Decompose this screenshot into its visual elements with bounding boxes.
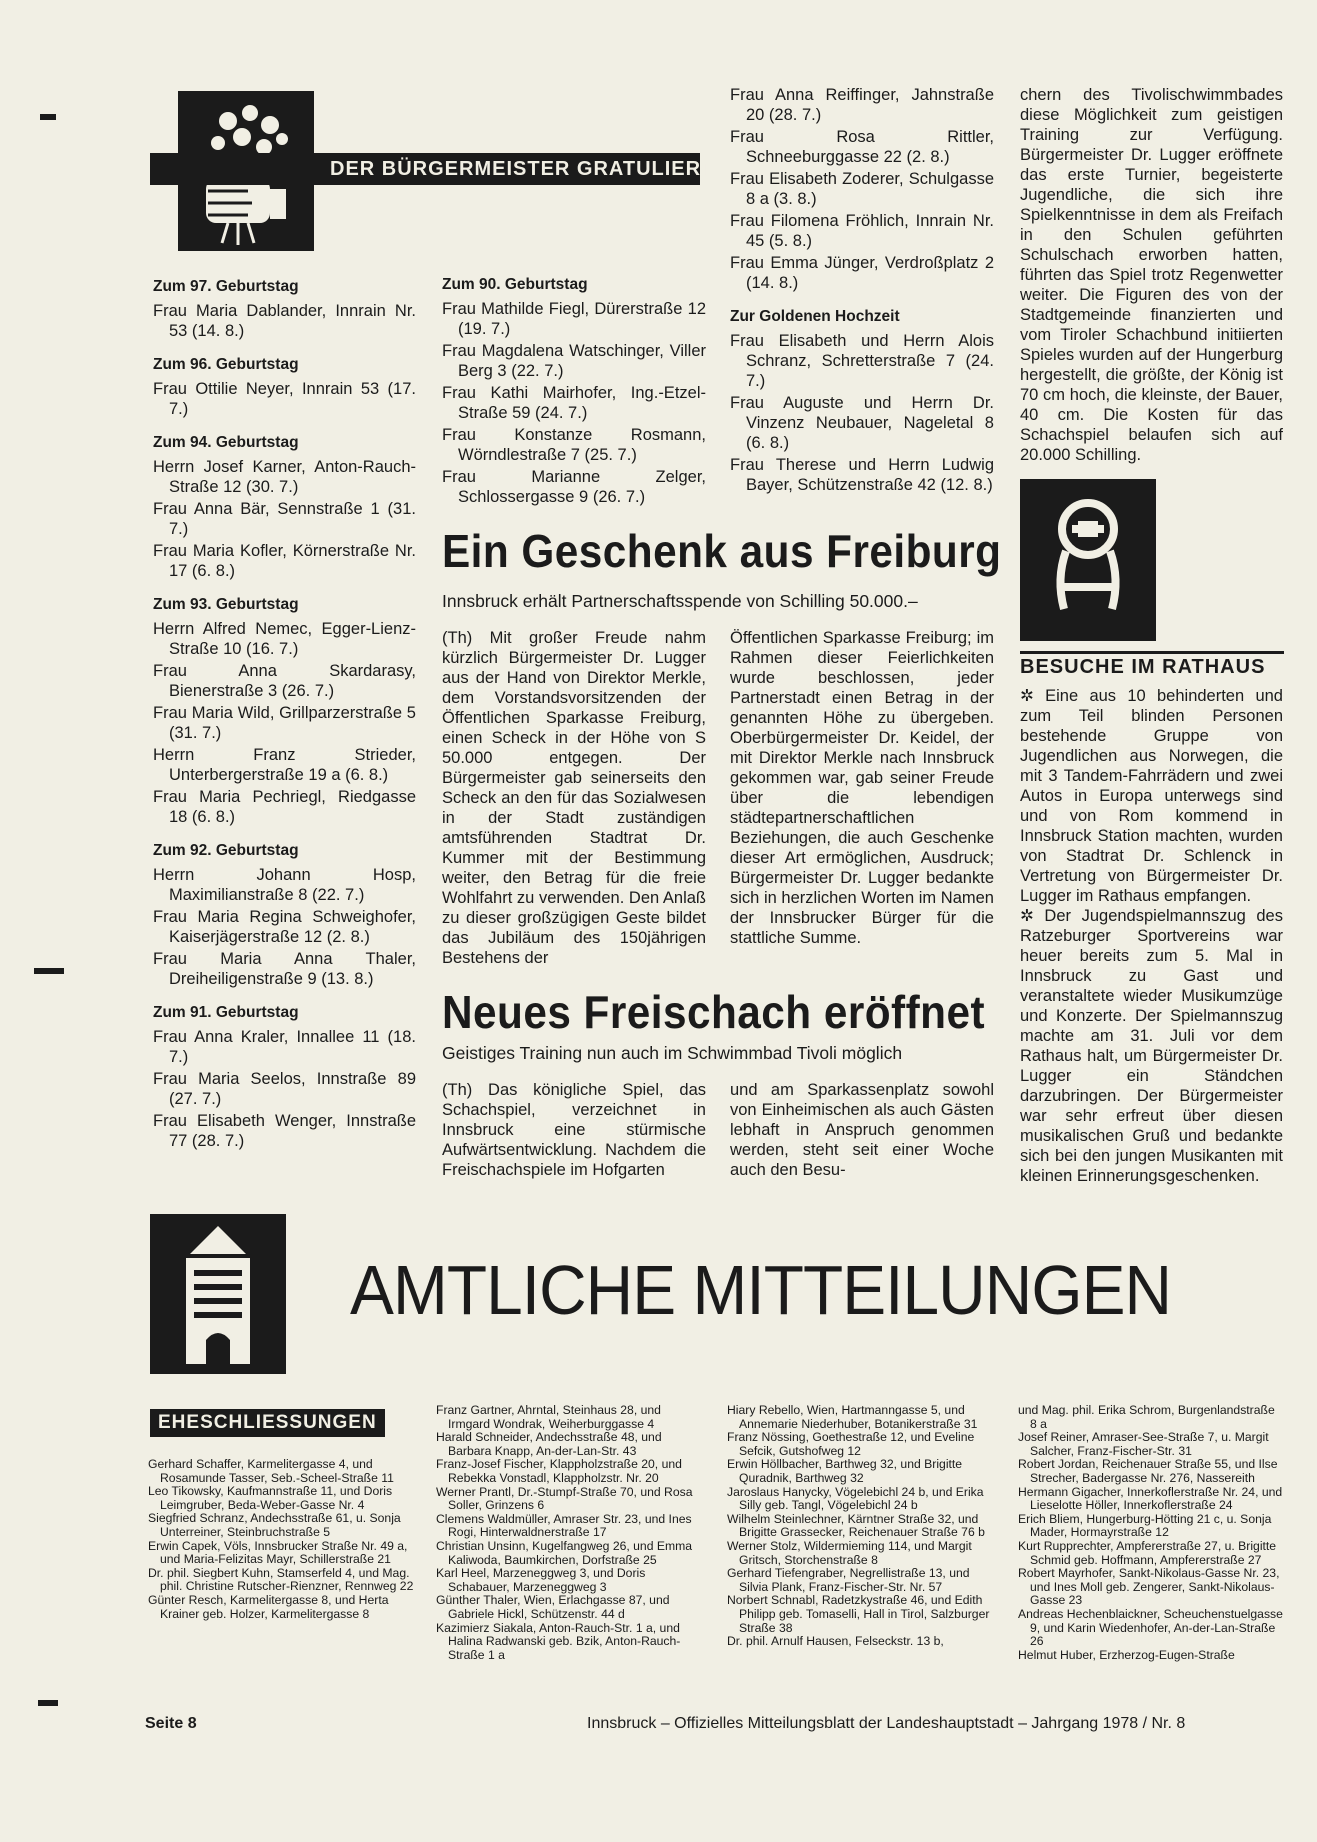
marriage-entry: Günter Resch, Karmelitergasse 8, und Herta Krainer geb. Holzer, Karmelitergasse 8: [148, 1592, 389, 1621]
marriage-entry: Kazimierz Siakala, Anton-Rauch-Str. 1 a, und Halina Radwanski geb. Bzik, Anton-Rauch-Straße 1 a: [436, 1620, 681, 1662]
marriage-entry: Hiary Rebello, Wien, Hartmanngasse 5, und Annemarie Niederhuber, Botanikerstraße 31: [727, 1403, 978, 1431]
freiburg-text-col-2: Öffentlichen Sparkasse Freiburg; im Rahmen dieser Feierlichkeiten wurde beschlossen, jeder Partnerstadt einen Betrag in der genannten Höhe zu übergeben. Oberbürgermeister Dr. Keidel, der mit Direktor Merkle nach Innsbruck gekommen war, gab seiner Freude über die lebendigen städtepartnerschaftlichen Beziehungen, die auch Geschenke dieser Art ermöglichen, Ausdruck; Bürgermeister Dr. Lugger bedankte sich in herzlichen Worten im Namen der Innsbrucker Bürger für die stattliche Summe.: [730, 629, 994, 947]
chess-text-col-1: (Th) Das königliche Spiel, das Schachspiel, verzeichnet in Innsbruck eine stürmische Aufwärtsentwicklung. Nachdem die Freischachspiele im Hofgarten: [442, 1081, 706, 1179]
birthday-entry: Herrn Franz Strieder, Unterbergerstraße 19 a (6. 8.): [153, 746, 416, 784]
birthday-heading: Zum 94. Geburtstag: [153, 434, 299, 451]
chess-headline: Neues Freischach eröffnet: [442, 986, 986, 1038]
chair-icon: [1020, 479, 1156, 641]
birthday-entry: Frau Rosa Rittler, Schneeburggasse 22 (2. 8.): [730, 128, 994, 166]
chair-logo: [1020, 479, 1156, 641]
birthday-entry: Frau Filomena Fröhlich, Innrain Nr. 45 (5. 8.): [730, 212, 994, 250]
marriages-column-2: [436, 1404, 704, 1662]
besuche-text: [1020, 686, 1283, 1186]
birthday-entry: Frau Elisabeth Wenger, Innstraße 77 (28. 7.): [153, 1112, 416, 1150]
marriages-column-1: [148, 1458, 416, 1621]
star-icon: ✲: [1020, 907, 1034, 925]
marriage-entry: Erich Bliem, Hungerburg-Hötting 21 c, u. Sonja Mader, Hormayrstraße 12: [1018, 1511, 1272, 1540]
tower-logo: [150, 1214, 286, 1374]
birthday-entry: Frau Mathilde Fiegl, Dürerstraße 12 (19. 7.): [442, 300, 706, 338]
punch-mark: [34, 968, 64, 974]
marriage-entry: Franz-Josef Fischer, Klappholzstraße 20, und Rebekka Vonstadl, Klappholzstr. Nr. 20: [436, 1457, 682, 1485]
marriage-entry: Erwin Capek, Völs, Innsbrucker Straße Nr. 49 a, und Maria-Felizitas Mayr, Schillerstraße 21: [148, 1538, 408, 1567]
amtliche-title: AMTLICHE MITTEILUNGEN: [350, 1251, 1172, 1329]
birthday-heading: Zum 92. Geburtstag: [153, 842, 299, 859]
birthday-entry: Herrn Alfred Nemec, Egger-Lienz-Straße 10 (16. 7.): [153, 620, 416, 658]
birthday-entry: Herrn Johann Hosp, Maximilianstraße 8 (22. 7.): [153, 866, 416, 904]
birthday-entry: Frau Anna Reiffinger, Jahnstraße 20 (28. 7.): [730, 86, 994, 124]
marriages-column-3: [727, 1404, 995, 1649]
marriage-entry: Robert Jordan, Reichenauer Straße 55, und Ilse Strecher, Badergasse Nr. 276, Nassereith: [1018, 1457, 1278, 1485]
marriage-entry: Dr. phil. Arnulf Hausen, Felseckstr. 13 b,: [727, 1634, 944, 1649]
birthday-entry: Frau Elisabeth Zoderer, Schulgasse 8 a (3. 8.): [730, 170, 994, 208]
marriage-entry: Gerhard Tiefengraber, Negrellistraße 13, und Silvia Plank, Franz-Fischer-Str. Nr. 57: [727, 1566, 970, 1594]
section-heading: EHESCHLIESSUNGEN: [150, 1409, 385, 1437]
freiburg-subtitle: Innsbruck erhält Partnerschaftsspende von Schilling 50.000.–: [442, 591, 918, 611]
footer-text: Innsbruck – Offizielles Mitteilungsblatt der Landeshauptstadt – Jahrgang 1978 / Nr. 8: [587, 1715, 1186, 1732]
birthday-entry: Frau Magdalena Watschinger, Viller Berg 3 (22. 7.): [442, 342, 706, 380]
birthday-entry: Frau Marianne Zelger, Schlossergasse 9 (26. 7.): [442, 468, 706, 506]
birthday-entry: Frau Maria Regina Schweighofer, Kaiserjägerstraße 12 (2. 8.): [153, 908, 416, 946]
birthday-entry: Frau Emma Jünger, Verdroßplatz 2 (14. 8.): [730, 254, 994, 292]
besuche-paragraph-1: Eine aus 10 behinderten und zum Teil blinden Personen bestehende Gruppe von Jugendlichen aus Norwegen, die mit 3 Tandem-Fahrrädern und zwei Autos in Europa unterwegs sind und von Rom kommend in Innsbruck Station machten, wurden von Stadtrat Dr. Schlenck in Vertretung von Bürgermeister Dr. Lugger im Rathaus empfangen.: [1020, 687, 1283, 905]
birthday-entry: Herrn Josef Karner, Anton-Rauch-Straße 12 (30. 7.): [153, 458, 416, 496]
birthday-heading: Zum 97. Geburtstag: [153, 278, 299, 295]
birthday-entry: Frau Kathi Mairhofer, Ing.-Etzel-Straße 59 (24. 7.): [442, 384, 706, 422]
birthday-entry: Frau Maria Seelos, Innstraße 89 (27. 7.): [153, 1070, 416, 1108]
marriage-entry: Wilhelm Steinlechner, Kärntner Straße 32, und Brigitte Grassecker, Reichenauer Straße 76 b: [727, 1511, 985, 1540]
freiburg-headline: Ein Geschenk aus Freiburg: [442, 525, 1002, 577]
golden-wedding-entry: Frau Therese und Herrn Ludwig Bayer, Schützenstraße 42 (12. 8.): [730, 456, 994, 494]
golden-wedding-entry: Frau Auguste und Herrn Dr. Vinzenz Neubauer, Nageletal 8 (6. 8.): [730, 394, 994, 452]
marriage-entry: Helmut Huber, Erzherzog-Eugen-Straße: [1018, 1647, 1235, 1662]
chess-article-continued: chern des Tivolischwimmbades diese Möglichkeit zum geistigen Training zur Verfügung. Bürgermeister Dr. Lugger eröffnete das erste Turnier, begeisterte Jugendliche, die sich ihre Spielkenntnisse in dem als Freifach in den Schulen geführten Schulschach erworben hatten, führten das Spiel trotz Regenwetter weiter. Die Figuren des von der Stadtgemeinde finanzierten und vom Tiroler Schachbund initiierten Spieles wurden auf der Hungerburg hergestellt, die größte, der König ist 70 cm hoch, die kleinste, der Bauer, 40 cm. Die Kosten für das Schachspiel belaufen sich auf 20.000 Schilling.: [1020, 86, 1283, 464]
marriage-entry: Werner Stolz, Wildermieming 114, und Margit Gritsch, Storchenstraße 8: [727, 1538, 972, 1567]
marriage-entry: Andreas Hechenblaickner, Scheuchenstuelgasse 9, und Karin Wiedenhofer, An-der-Lan-Straße 26: [1018, 1606, 1283, 1649]
marriage-entry: Robert Mayrhofer, Sankt-Nikolaus-Gasse Nr. 23, und Ines Moll geb. Zengerer, Sankt-Nikolaus-Gasse 23: [1018, 1566, 1280, 1608]
birthday-column-3: [730, 85, 994, 497]
marriage-entry: und Mag. phil. Erika Schrom, Burgenlandstraße 8 a: [1018, 1403, 1275, 1431]
star-icon: ✲: [1020, 687, 1034, 705]
marriage-entry: Christian Unsinn, Kugelfangweg 26, und Emma Kaliwoda, Baumkirchen, Dorfstraße 25: [436, 1538, 693, 1567]
birthday-column-2: [442, 275, 706, 509]
besuche-title: BESUCHE IM RATHAUS: [1020, 651, 1284, 679]
marriage-entry: Kurt Rupprechter, Ampfererstraße 27, u. Brigitte Schmid geb. Hoffmann, Ampfererstraße 27: [1018, 1538, 1277, 1567]
chess-text-col-2: und am Sparkassenplatz sowohl von Einheimischen als auch Gästen lebhaft in Anspruch genommen werden, steht seit einer Woche auch den Besu-: [730, 1081, 994, 1179]
birthday-heading: Zum 90. Geburtstag: [442, 276, 588, 293]
marriage-entry: Werner Prantl, Dr.-Stumpf-Straße 70, und Rosa Soller, Grinzens 6: [436, 1484, 693, 1513]
marriage-entry: Harald Schneider, Andechsstraße 48, und Barbara Knapp, An-der-Lan-Str. 43: [436, 1430, 662, 1458]
marriage-entry: Franz Gartner, Ahrntal, Steinhaus 28, und Irmgard Wondrak, Weiherburggasse 4: [436, 1403, 661, 1431]
marriage-entry: Gerhard Schaffer, Karmelitergasse 4, und Rosamunde Tasser, Seb.-Scheel-Straße 11: [148, 1457, 394, 1485]
birthday-heading: Zum 96. Geburtstag: [153, 356, 299, 373]
birthday-entry: Frau Maria Anna Thaler, Dreiheiligenstraße 9 (13. 8.): [153, 950, 416, 988]
birthday-heading: Zum 93. Geburtstag: [153, 596, 299, 613]
birthday-column-1: [153, 277, 416, 1153]
marriage-entry: Hermann Gigacher, Innerkoflerstraße Nr. 24, und Lieselotte Höller, Innerkoflerstraße 24: [1018, 1484, 1283, 1513]
birthday-heading: Zum 91. Geburtstag: [153, 1004, 299, 1021]
marriage-entry: Norbert Schnabl, Radetzkystraße 46, und Edith Philipp geb. Tomaselli, Hall in Tirol, Salzburger Straße 38: [727, 1593, 990, 1635]
banner-title: DER BÜRGERMEISTER GRATULIERTE: [150, 153, 700, 185]
birthday-entry: Frau Maria Pechriegl, Riedgasse 18 (6. 8.): [153, 788, 416, 826]
marriage-entry: Karl Heel, Marzeneggweg 3, und Doris Schabauer, Marzeneggweg 3: [436, 1566, 646, 1594]
marriage-entry: Erwin Höllbacher, Barthweg 32, und Brigitte Quradnik, Barthweg 32: [727, 1457, 963, 1485]
birthday-entry: Frau Maria Dablander, Innrain Nr. 53 (14. 8.): [153, 302, 416, 340]
birthday-entry: Frau Anna Kraler, Innallee 11 (18. 7.): [153, 1028, 416, 1066]
marriage-entry: Dr. phil. Siegbert Kuhn, Stamserfeld 4, und Mag. phil. Christine Rutscher-Rienzner, Rennweg 22: [148, 1565, 414, 1594]
marriage-entry: Leo Tikowsky, Kaufmannstraße 11, und Doris Leimgruber, Beda-Weber-Gasse Nr. 4: [148, 1484, 393, 1512]
marriage-entry: Josef Reiner, Amraser-See-Straße 7, u. Margit Salcher, Franz-Fischer-Str. 31: [1018, 1430, 1269, 1458]
punch-mark: [38, 1700, 58, 1706]
birthday-entry: Frau Maria Wild, Grillparzerstraße 5 (31. 7.): [153, 704, 416, 742]
birthday-entry: Frau Anna Skardarasy, Bienerstraße 3 (26. 7.): [153, 662, 416, 700]
marriage-entry: Clemens Waldmüller, Amraser Str. 23, und Ines Rogi, Hinterwaldnerstraße 17: [436, 1511, 692, 1540]
besuche-paragraph-2: Der Jugendspielmannszug des Ratzeburger Sportvereins war heuer bereits zum 5. Mal in Innsbruck zu Gast und veranstaltete wieder Musikumzüge und Konzerte. Der Spielmannszug machte am 31. Juli vor dem Rathaus halt, um Bürgermeister Dr. Lugger ein Ständchen darzubringen. Der Bürgermeister war sehr erfreut über diesen musikalischen Gruß und bedankte sich bei den jungen Musikanten mit kleinen Erinnerungsgeschenken.: [1020, 907, 1283, 1185]
page-number: Seite 8: [145, 1715, 197, 1732]
freiburg-text-col-1: (Th) Mit großer Freude nahm kürzlich Bürgermeister Dr. Lugger aus der Hand von Direktor Merkle, dem Vorstandsvorsitzenden der Öffentlichen Sparkasse Freiburg, einen Scheck in der Höhe von S 50.000 entgegen. Der Bürgermeister gab seinerseits den Scheck an den für das Sozialwesen in der Stadt zuständigen amtsführenden Stadtrat Dr. Kummer mit der Bestimmung weiter, den Betrag für die freie Wohlfahrt zu verwenden. Den Anlaß zu dieser großzügigen Geste bildet das Jubiläum des 150jährigen Bestehens der: [442, 629, 706, 967]
golden-wedding-heading: Zur Goldenen Hochzeit: [730, 308, 900, 325]
birthday-entry: Frau Anna Bär, Sennstraße 1 (31. 7.): [153, 500, 416, 538]
marriages-column-4: [1018, 1404, 1284, 1662]
punch-mark: [40, 114, 56, 120]
marriage-entry: Günther Thaler, Wien, Erlachgasse 87, und Gabriele Hickl, Schützenstr. 44 d: [436, 1593, 670, 1621]
marriage-entry: Siegfried Schranz, Andechsstraße 61, u. Sonja Unterreiner, Steinbruchstraße 5: [148, 1511, 401, 1539]
golden-wedding-entry: Frau Elisabeth und Herrn Alois Schranz, Schretterstraße 7 (24. 7.): [730, 332, 994, 390]
birthday-entry: Frau Konstanze Rosmann, Wörndlestraße 7 (25. 7.): [442, 426, 706, 464]
birthday-entry: Frau Ottilie Neyer, Innrain 53 (17. 7.): [153, 380, 416, 418]
marriage-entry: Franz Nössing, Goethestraße 12, und Eveline Sefcik, Gutshofweg 12: [727, 1430, 975, 1458]
tower-icon: [150, 1214, 286, 1374]
birthday-entry: Frau Maria Kofler, Körnerstraße Nr. 17 (6. 8.): [153, 542, 416, 580]
chess-subtitle: Geistiges Training nun auch im Schwimmbad Tivoli möglich: [442, 1043, 903, 1063]
marriage-entry: Jaroslaus Hanycky, Vögelebichl 24 b, und Erika Silly geb. Tangl, Vögelebichl 24 b: [727, 1484, 984, 1513]
